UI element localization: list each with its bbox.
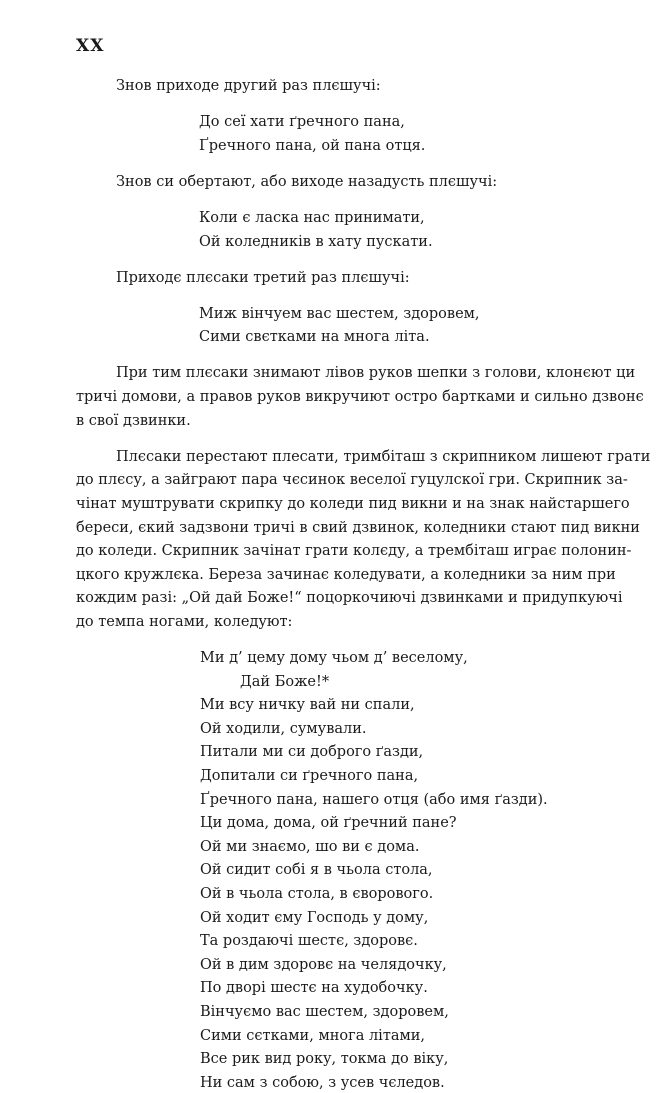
song-line: Сими сєтками, многа літами, [200, 1027, 426, 1044]
song-line: Вінчуємо вас шестем, здоровем, [200, 1004, 449, 1020]
song-line: Ни сам з собою, з усев чєледов. [200, 1074, 445, 1091]
song-line: Все рик вид року, токма до віку, [200, 1051, 449, 1068]
song-line: Та роздаючі шестє, здоровє. [200, 933, 418, 950]
song-line: Ми д’ цему дому чьом д’ веселому, [200, 650, 468, 666]
verse-line: Сими свєтками на многа літа. [199, 329, 430, 346]
song-line: Ой ми знаємо, шо ви є дома. [200, 838, 420, 855]
song-line: Ой ходили, сумували. [200, 720, 367, 737]
song-line: Ци дома, дома, ой ґречний пане? [200, 815, 457, 832]
paragraph-line: кождим разі: „Ой дай Боже!“ поцоркочиючі дзвинками и придупкуючі [76, 590, 623, 607]
song-line: Ми всу ничку вай ни спали, [200, 697, 415, 714]
stage-direction: Приходє плєсаки третий раз плєшучі: [116, 269, 410, 286]
paragraph-line: береси, єкий задзвони тричі в свий дзвинок, коледники стают пид викни [76, 519, 640, 536]
song-line: По дворі шестє на худобочку. [200, 980, 428, 997]
paragraph-line: в свої дзвинки. [76, 412, 191, 429]
song-line: Ґречного пана, нашего отця (або имя ґазди). [200, 791, 548, 808]
paragraph-line: Плєсаки перестают плесати, тримбіташ з скрипником лишеют грати [116, 448, 651, 465]
verse-line: Миж вінчуем вас шестем, здоровем, [199, 305, 480, 322]
paragraph-line: до коледи. Скрипник зачінат грати колєду, а трембіташ играє полонин- [76, 543, 632, 560]
page-number: XX [76, 36, 105, 56]
paragraph-line: цкого кружлєка. Береза зачинає коледувати, а коледники за ним при [76, 566, 616, 583]
song-line: Ой сидит собі я в чьола стола, [200, 862, 433, 879]
verse-line: Ґречного пана, ой пана отця. [199, 137, 426, 154]
verse-line: До сеї хати ґречного пана, [199, 114, 405, 131]
song-line: Питали ми си доброго ґазди, [200, 744, 424, 761]
song-line: Допитали си ґречного пана, [200, 768, 419, 784]
paragraph-line: до темпа ногами, коледуют: [76, 613, 293, 630]
song-line: Ой в чьола стола, в єворового. [200, 886, 434, 902]
paragraph-line: При тим плєсаки знимают лівов руков шепки з голови, клонєют ци [116, 365, 636, 382]
song-line: Ой в дим здоровє на челядочку, [200, 956, 447, 973]
song-line: Дай Боже!* [240, 673, 330, 690]
paragraph-line: чінат муштрувати скрипку до коледи пид викни и на знак найстаршего [76, 495, 630, 512]
paragraph-line: тричі домови, а правов руков викручиют остро бартками и сильно дзвонє [76, 389, 644, 405]
verse-line: Коли є ласка нас принимати, [199, 209, 425, 226]
paragraph-line: до плєсу, а зайграют пара чєсинок веселої гуцулскої гри. Скрипник за- [76, 472, 628, 489]
verse-line: Ой коледників в хату пускати. [199, 233, 433, 250]
stage-direction: Знов приходе другий раз плєшучі: [116, 78, 381, 94]
stage-direction: Знов си обертают, або виходе назадусть плєшучі: [116, 173, 498, 190]
song-line: Ой ходит єму Господь у дому, [200, 909, 429, 926]
